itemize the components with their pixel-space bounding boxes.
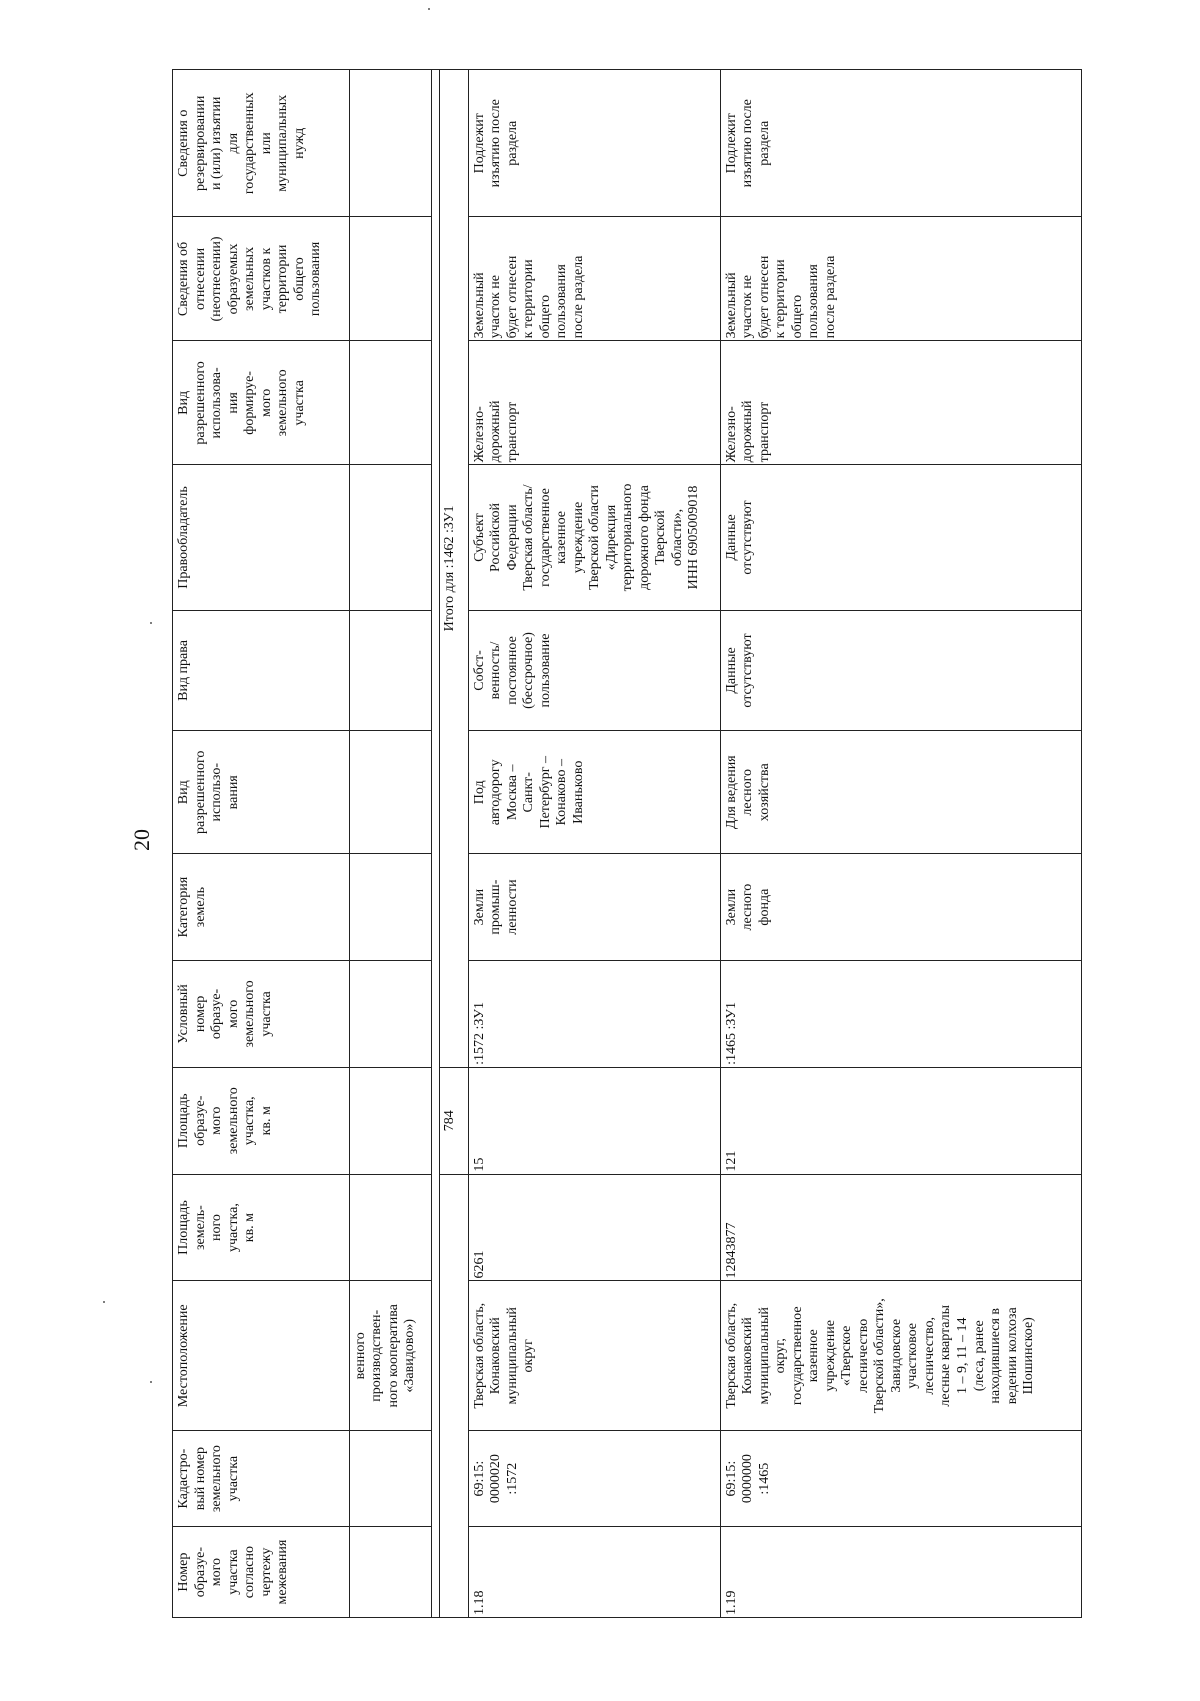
plot-number: 1.18 [468, 1527, 720, 1618]
header-right-holder: Правообладатель [173, 465, 350, 610]
table-cell [349, 1527, 432, 1618]
header-cadastral-number: Кадастро- вый номер земельного участка [173, 1431, 350, 1527]
scan-speck [103, 1301, 105, 1303]
header-plot-area: Площадь земель- ного участка, кв. м [173, 1174, 350, 1281]
conditional-number: :1572 :ЗУ1 [468, 961, 720, 1068]
rotated-table-container [172, 69, 1082, 1618]
right-holder: Данные отсутствуют [720, 465, 1081, 610]
reservation-info: Подлежит изъятию после раздела [720, 70, 1081, 218]
page-number: 20 [129, 829, 154, 851]
land-plots-table [172, 69, 1082, 1618]
table-header-row [173, 70, 350, 1618]
land-category: Земли лесного фонда [720, 854, 1081, 961]
header-new-plot-area: Площадь образуе- мого земельного участка, кв. м [173, 1067, 350, 1174]
header-reservation: Сведения о резервировании и (или) изъятии для государственных или муниципальных нужд [173, 70, 350, 218]
header-new-permitted-use: Вид разрешенного использова- ния формируе- мого земельного участка [173, 341, 350, 465]
table-cell [440, 1174, 468, 1617]
right-type: Данные отсутствуют [720, 610, 1081, 731]
header-conditional-number: Условный номер образуе- мого земельного участка [173, 961, 350, 1068]
header-permitted-use: Вид разрешенного использо- вания [173, 731, 350, 854]
right-holder: Субъект Российской Федерации Тверская область/ государственное казенное учреждение Тверской области «Дирекция территориального дорожного фонда Тверской области», ИНН 6905009018 [468, 465, 720, 610]
conditional-number: :1465 :ЗУ1 [720, 961, 1081, 1068]
right-type: Собст- венность/ постоянное (бессрочное) пользование [468, 610, 720, 731]
continuation-location: венного производствен- ного кооператива «Завидово») [349, 1281, 432, 1431]
table-cell [349, 610, 432, 731]
cadastral-number: 69:15: 0000020 :1572 [468, 1431, 720, 1527]
table-cell [432, 70, 440, 1618]
table-cell [349, 731, 432, 854]
scan-speck [428, 8, 430, 10]
permitted-use: Под автодорогу Москва – Санкт- Петербург – Конаково – Иваньково [468, 731, 720, 854]
cadastral-number: 69:15: 0000000 :1465 [720, 1431, 1081, 1527]
total-area: 784 [440, 1067, 468, 1174]
plot-number: 1.19 [720, 1527, 1081, 1618]
plot-area: 6261 [468, 1174, 720, 1281]
land-category: Земли промыш- ленности [468, 854, 720, 961]
table-cell [349, 70, 432, 218]
public-territory-info: Земельный участок не будет отнесен к территории общего пользования после раздела [468, 217, 720, 341]
table-cell [349, 341, 432, 465]
continuation-row [349, 70, 432, 1618]
table-row [720, 70, 1081, 1618]
spacer-row [432, 70, 440, 1618]
header-right-type: Вид права [173, 610, 350, 731]
header-location: Местоположение [173, 1281, 350, 1431]
scan-speck [150, 1381, 152, 1383]
table-cell [349, 217, 432, 341]
location: Тверская область, Конаковский муниципальный округ [468, 1281, 720, 1431]
new-permitted-use: Железно- дорожный транспорт [720, 341, 1081, 465]
plot-area: 12843877 [720, 1174, 1081, 1281]
public-territory-info: Земельный участок не будет отнесен к территории общего пользования после раздела [720, 217, 1081, 341]
new-plot-area: 15 [468, 1067, 720, 1174]
location: Тверская область, Конаковский муниципальный округ, государственное казенное учреждение «Тверское лесничество Тверской области», Завидовское участковое лесничество, лесные кварталы 1 – 9, 11 – 14 (леса, ранее находившиеся в ведении колхоза Шошинское) [720, 1281, 1081, 1431]
new-plot-area: 121 [720, 1067, 1081, 1174]
header-land-category: Категория земель [173, 854, 350, 961]
table-cell [349, 1174, 432, 1281]
table-cell [349, 854, 432, 961]
new-permitted-use: Железно- дорожный транспорт [468, 341, 720, 465]
header-plot-number: Номер образуе- мого участка согласно чертежу межевания [173, 1527, 350, 1618]
total-label: Итого для :1462 :ЗУ1 [440, 70, 468, 1068]
header-public-territory: Сведения об отнесении (неотнесении) образуемых земельных участков к территории общего пользования [173, 217, 350, 341]
scan-speck [150, 622, 152, 624]
table-cell [349, 961, 432, 1068]
reservation-info: Подлежит изъятию после раздела [468, 70, 720, 218]
table-cell [349, 465, 432, 610]
total-row [440, 70, 468, 1618]
table-cell [349, 1431, 432, 1527]
table-row [468, 70, 720, 1618]
table-cell [349, 1067, 432, 1174]
permitted-use: Для ведения лесного хозяйства [720, 731, 1081, 854]
